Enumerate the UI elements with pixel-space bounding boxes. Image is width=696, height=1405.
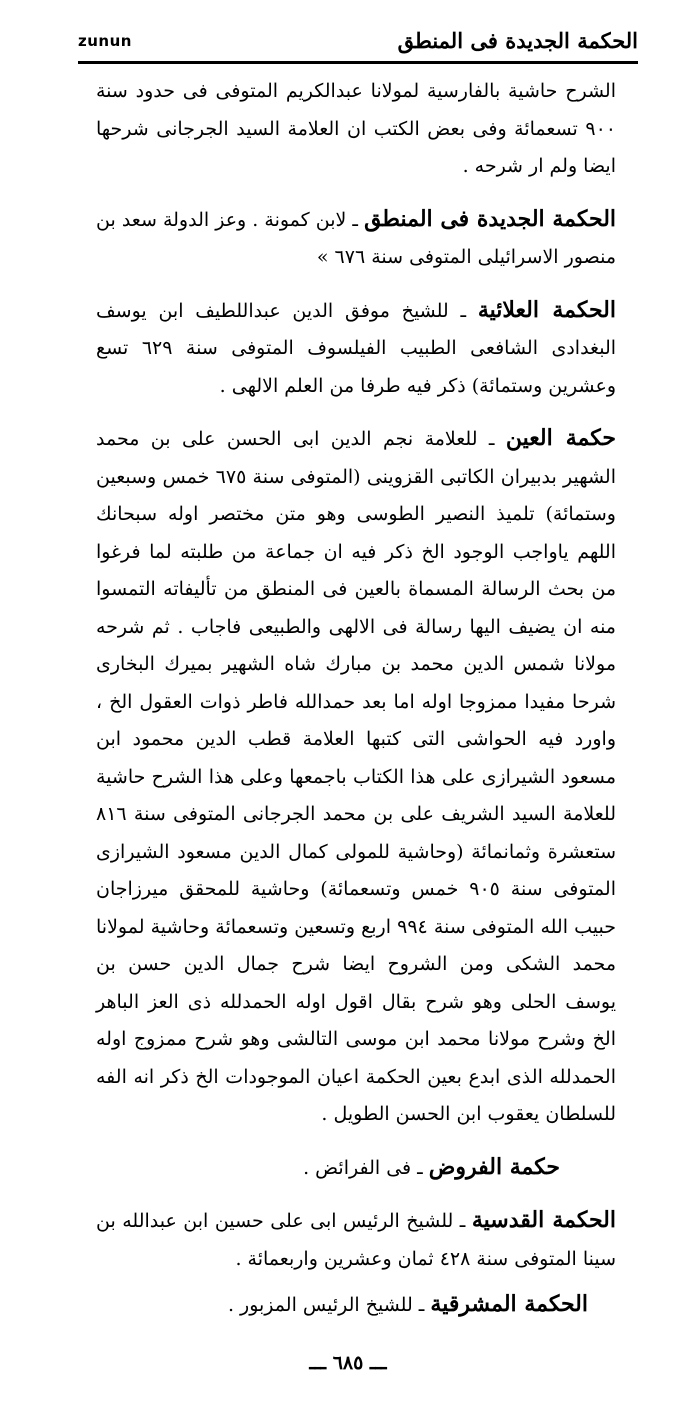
entry-title: حكمة العين bbox=[505, 425, 616, 451]
page-header bbox=[78, 28, 638, 58]
header-left-label: zunun bbox=[78, 32, 132, 50]
entry-furud bbox=[96, 1149, 616, 1188]
page-number: ـــ ٦٨٥ ـــ bbox=[309, 1352, 387, 1374]
entry-body: ـ فى الفرائض . bbox=[303, 1156, 429, 1179]
header-rule bbox=[78, 61, 638, 64]
entry-body: ـ للشيخ موفق الدين عبداللطيف ابن يوسف البغدادى الشافعى الطبيب الفيلسوف المتوفى سنة ٦٢٩ تسع وعشرين وستمائة) ذكر فيه طرفا من العلم الالهى . bbox=[96, 299, 617, 397]
entry-body: ـ للشيخ الرئيس المزبور . bbox=[227, 1294, 431, 1316]
entry-hikmat-al-ayn bbox=[96, 420, 616, 1134]
entry-title: الحكمة الجديدة فى المنطق bbox=[364, 205, 617, 232]
entry-body: ـ للشيخ الرئيس ابى على حسين ابن عبدالله بن سينا المتوفى سنة ٤٢٨ ثمان وعشرين واربعمائة . bbox=[96, 1210, 616, 1270]
entry-title: الحكمة المشرقية bbox=[430, 1291, 588, 1317]
entry-qudsiya bbox=[96, 1202, 616, 1278]
entry-title: حكمة الفروض bbox=[428, 1153, 560, 1180]
entry-new-wisdom-logic bbox=[96, 201, 616, 277]
running-title: الحكمة الجديدة فى المنطق bbox=[397, 28, 638, 53]
entry-body: ـ للعلامة نجم الدين ابى الحسن على بن محمد الشهير بدبيران الكاتبى القزوينى (المتوفى سنة ٦٧٥ خمس وسبعين وستمائة) تلميذ النصير الطوسى وهو متن مختصر اوله سبحانك اللهم ياواجب الوجود الخ ذكر فيه ان جماعة من طلبته لما فرغوا من بحث الرسالة المسماة بالعين فى المنطق من تأليفاته التمسوا منه ان يضيف اليها رسالة فى الالهى والطبيعى فاجاب . ثم شرحه مولانا شمس الدين محمد بن مبارك شاه الشهير بميرك البخارى شرحا مفيدا ممزوجا اوله اما بعد حمدالله فاطر ذوات العقول الخ ، واورد فيه الحواشى التى كتبها العلامة قطب الدين محمود ابن مسعود الشيرازى على هذا الكتاب باجمعها وعلى هذا الشرح حاشية للعلامة السيد الشريف على بن محمد الجرجانى المتوفى سنة ٨١٦ ستعشرة وثمانمائة (وحاشية للمولى كمال الدين مسعود الشيرازى المتوفى سنة ٩٠٥ خمس وتسعمائة) وحاشية للمحقق ميرزاجان حبيب الله المتوفى سنة ٩٩٤ اربع وتسعين وتسعمائة وحاشية لمولانا محمد الشكى ومن الشروح ايضا شرح جمال الدين حسن بن يوسف الحلى وهو شرح بقال اقول اوله الحمدلله ذى العز الباهر الخ وشرح مولانا محمد ابن موسى التالشى وهو شرح ممزوج اوله الحمدلله الذى ابدع بعين الحكمة اعيان الموجودات الخ ذكر انه الفه للسلطان يعقوب ابن الحسن الطويل . bbox=[96, 428, 617, 1125]
entry-title: الحكمة العلائية bbox=[477, 296, 616, 323]
entry-alaiya bbox=[96, 292, 616, 406]
entry-body: ـ لابن كمونة . وعز الدولة سعد بن منصور الاسرائيلى المتوفى سنة ٦٧٦ » bbox=[96, 208, 616, 268]
entry-mashriqiya bbox=[96, 1286, 616, 1325]
entry-title: الحكمة القدسية bbox=[471, 1207, 616, 1233]
entry-body: الشرح حاشية بالفارسية لمولانا عبدالكريم المتوفى فى حدود سنة ٩٠٠ تسعمائة وفى بعض الكتب ان العلامة السيد الجرجانى شرحها ايضا ولم ار شرحه . bbox=[96, 80, 616, 177]
entries-column bbox=[96, 72, 616, 1340]
entry-continuation bbox=[96, 72, 616, 186]
